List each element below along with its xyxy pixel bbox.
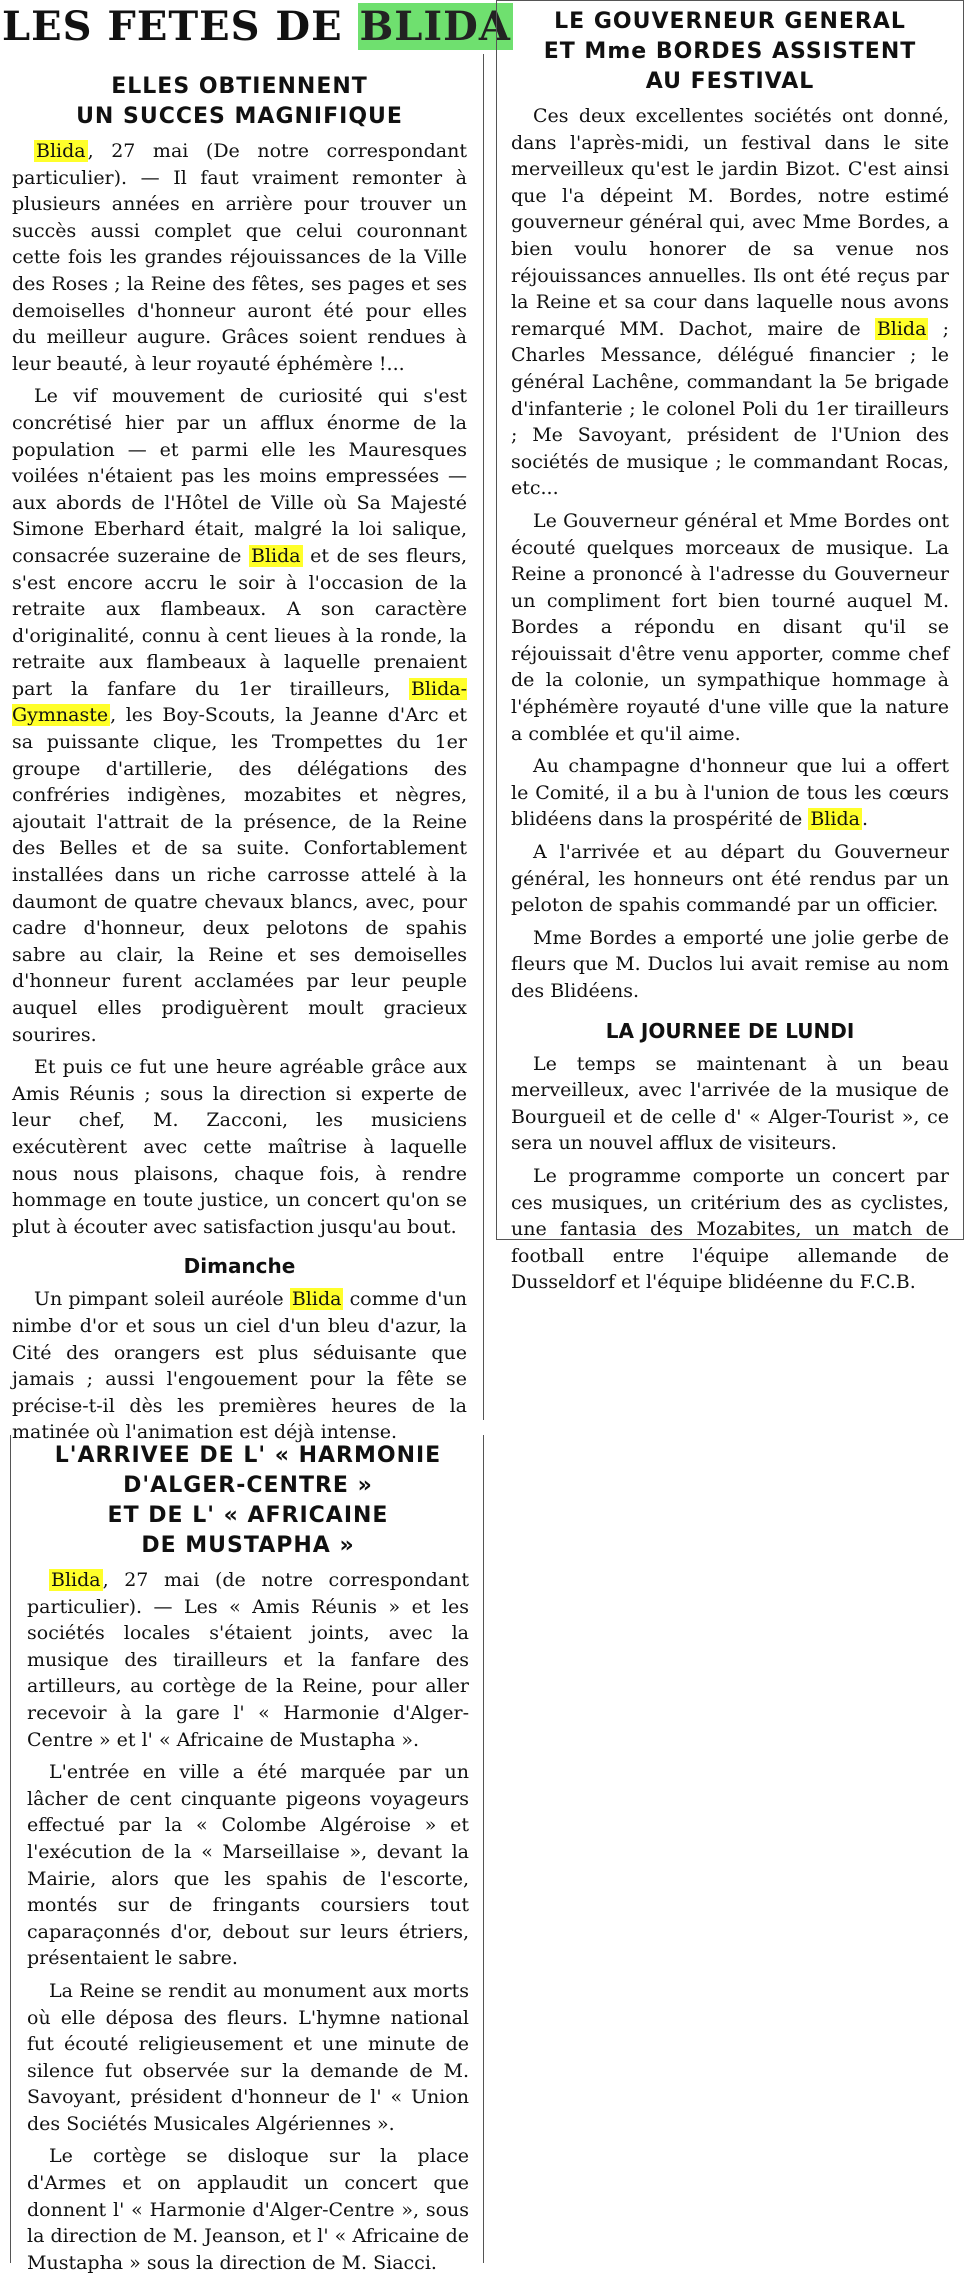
paragraph	[12, 1286, 467, 1446]
subheading-dimanche: Dimanche	[183, 1254, 296, 1279]
paragraph	[27, 2143, 469, 2276]
subheading-lundi: LA JOURNEE DE LUNDI	[605, 1018, 855, 1043]
article-fetes-headline	[12, 72, 467, 132]
paragraph-text: Et puis ce fut une heure agréable grâce aux Amis Réunis ; sous la direction si experte de leur chef, M. Zacconi, les musiciens exécutèrent avec cette maîtrise à laquelle nous nous plaisons, chaque fois, à rendre hommage en toute justice, un concert qu'on se plut à écouter avec satisfaction jusqu'au bout.	[12, 1056, 467, 1238]
place-highlight: Blida	[291, 1288, 342, 1311]
club-highlight: Blida-Gymnaste	[12, 677, 467, 727]
paragraph-text: Le Gouverneur général et Mme Bordes ont écouté quelques morceaux de musique. La Reine a prononcé à l'adresse du Gouverneur un compliment fort bien tourné auquel M. Bordes a répondu en disant qu'il se réjouissait d'être venu apporter, comme chef de la colonie, un sympathique hommage à l'éphémère royauté d'une ville que la nature a comblée et qu'il aime.	[511, 509, 949, 745]
paragraph-text: , 27 mai (De notre correspondant particulier). — Il faut vraiment remonter à plusieurs années en arrière pour trouver un succès aussi complet que celui couronnant cette fois les grandes réjouissances de la Ville des Roses ; la Reine des fêtes, ses pages et ses demoiselles d'honneur auront été pour elles du meilleur augure. Grâces soient rendues à leur beauté, à leur royauté éphémère !...	[12, 140, 467, 375]
paragraph-text: .	[861, 808, 868, 831]
place-highlight: Blida	[810, 808, 860, 831]
place-highlight: Blida	[36, 140, 86, 162]
paragraph-text: Un pimpant soleil auréole	[34, 1288, 290, 1311]
paragraph-text: , 27 mai (de notre correspondant particulier). — Les « Amis Réunis » et les sociétés locales s'étaient joints, avec la musique des tirailleurs et la fanfare des artilleurs, au cortège de la Reine, pour aller recevoir à la gare l' « Harmonie d'Alger-Centre » et l' « Africaine de Mustapha ».	[27, 1569, 469, 1751]
paragraph-text: et de ses fleurs, s'est encore accru le soir à l'occasion de la retraite aux flambeaux. A son caractère d'originalité, connu à cent lieues à la ronde, la retraite aux flambeaux à laquelle prenaient part la fanfare du 1er tirailleurs,	[12, 544, 467, 700]
paragraph-text: ; Charles Messance, délégué financier ; le général Lachêne, commandant la 5e brigade d'infanterie ; le colonel Poli du 1er tirailleurs ; Me Savoyant, président de l'Union des sociétés de musique ; le commandant Rocas, etc...	[511, 317, 949, 500]
paragraph-text: Au champagne d'honneur que lui a offert le Comité, il a bu à l'union de tous les cœurs blidéens dans la prospérité de	[511, 755, 949, 831]
paragraph	[511, 508, 949, 747]
paragraph-text: L'entrée en ville a été marquée par un lâcher de cent cinquante pigeons voyageurs effectué par la « Colombe Algéroise » et l'exécution de la « Marseillaise », devant la Mairie, alors que les spahis de l'escorte, montés sur de fringants coursiers tout caparaçonnés d'or, debout sur leurs étriers, présentaient le sabre.	[27, 1761, 469, 1970]
place-highlight: Blida	[51, 1569, 101, 1591]
paragraph	[12, 383, 467, 1048]
paragraph-text: , les Boy-Scouts, la Jeanne d'Arc et sa puissante clique, les Trompettes du 1er groupe d'artillerie, des délégations des confréries indigènes, mozabites et nègres, ajoutait l'attrait de la présence, de la Reine des Belles et de sa suite. Confortablement installées dans un riche carrosse attelé à la daumont de quatre chevaux blancs, avec, pour cadre d'honneur, deux pelotons de spahis sabre au clair, la Reine et ses demoiselles d'honneur furent acclamées par leur peuple auquel elles prodiguèrent moult gracieux sourires.	[12, 704, 467, 1046]
paragraph	[511, 839, 949, 919]
paragraph-text: Mme Bordes a emporté une jolie gerbe de fleurs que M. Duclos lui avait remise au nom des Blidéens.	[511, 926, 949, 1002]
paragraph	[27, 1567, 469, 1753]
headline-line: D'ALGER-CENTRE »	[123, 1473, 373, 1498]
headline-line: ELLES OBTIENNENT	[111, 74, 368, 99]
paragraph-text: A l'arrivée et au départ du Gouverneur général, les honneurs ont été rendus par un peloton de spahis commandé par un officier.	[511, 841, 949, 917]
paragraph-text: comme d'un nimbe d'or et sous un ciel d'un bleu d'azur, la Cité des orangers est plus séduisante que jamais ; aussi l'engouement pour la fête se précise-t-il dès les premières heures de la matinée où l'animation est déjà intense.	[12, 1288, 467, 1444]
paragraph-text: Le vif mouvement de curiosité qui s'est concrétisé hier par un afflux énorme de la population — et parmi elle les Mauresques voilées n'étaient pas les moins empressées — aux abords de l'Hôtel de Ville où Sa Majesté Simone Eberhard était, malgré la loi salique, consacrée suzeraine de	[12, 385, 467, 567]
paragraph	[27, 1759, 469, 1972]
headline-line: ET DE L' « AFRICAINE	[107, 1503, 389, 1528]
paragraph	[511, 925, 949, 1005]
paragraph-text: Le cortège se disloque sur la place d'Armes et on applaudit un concert que donnent l' « Harmonie d'Alger-Centre », sous la direction de M. Jeanson, et l' « Africaine de Mustapha » sous la direction de M. Siacci.	[27, 2145, 469, 2274]
place-highlight: Blida	[876, 317, 927, 340]
headline-line: L'ARRIVEE DE L' « HARMONIE	[54, 1443, 442, 1468]
masthead-prefix: LES FETES DE	[2, 3, 343, 50]
paragraph	[12, 138, 467, 377]
paragraph	[27, 1978, 469, 2138]
headline-line: DE MUSTAPHA »	[141, 1533, 355, 1558]
paragraph	[511, 103, 949, 502]
article-fetes	[0, 54, 484, 1444]
paragraph-text: Ces deux excellentes sociétés ont donné, dans l'après-midi, un festival dans le site merveilleux qu'est le jardin Bizot. C'est ainsi que l'a dépeint M. Bordes, notre estimé gouverneur général qui, avec Mme Bordes, a bien voulu honorer de sa venue nos réjouissances annuelles. Ils ont été reçus par la Reine et sa cour dans laquelle nous avons remarqué MM. Dachot, maire de	[511, 105, 949, 340]
article-gouverneur	[496, 0, 964, 1294]
article-harmonie	[10, 1435, 484, 2274]
paragraph-text: Le programme comporte un concert par ces musiques, un critérium des as cyclistes, une fantasia des Mozabites, un match de football entre l'équipe allemande de Dusseldorf et l'équipe blidéenne du F.C.B.	[511, 1164, 949, 1294]
headline-line: LE GOUVERNEUR GENERAL	[554, 9, 906, 34]
headline-line: ET Mme BORDES ASSISTENT	[543, 39, 917, 64]
paragraph-text: Le temps se maintenant à un beau merveilleux, avec l'arrivée de la musique de Bourgueil et de celle d' « Alger-Tourist », ce sera un nouvel afflux de visiteurs.	[511, 1052, 949, 1155]
article-harmonie-headline	[27, 1441, 469, 1561]
masthead	[0, 0, 511, 54]
paragraph-text: La Reine se rendit au monument aux morts où elle déposa des fleurs. L'hymne national fut écouté religieusement et une minute de silence fut observée sur la demande de M. Savoyant, président d'honneur de l' « Union des Sociétés Musicales Algériennes ».	[27, 1979, 469, 2135]
headline-line: AU FESTIVAL	[645, 69, 815, 94]
paragraph	[511, 753, 949, 833]
masthead-place: BLIDA	[359, 3, 511, 50]
article-gouverneur-headline	[511, 7, 949, 97]
place-highlight: Blida	[250, 544, 301, 567]
paragraph	[12, 1054, 467, 1240]
headline-line: UN SUCCES MAGNIFIQUE	[76, 104, 403, 129]
paragraph	[511, 1051, 949, 1157]
paragraph	[511, 1163, 949, 1296]
